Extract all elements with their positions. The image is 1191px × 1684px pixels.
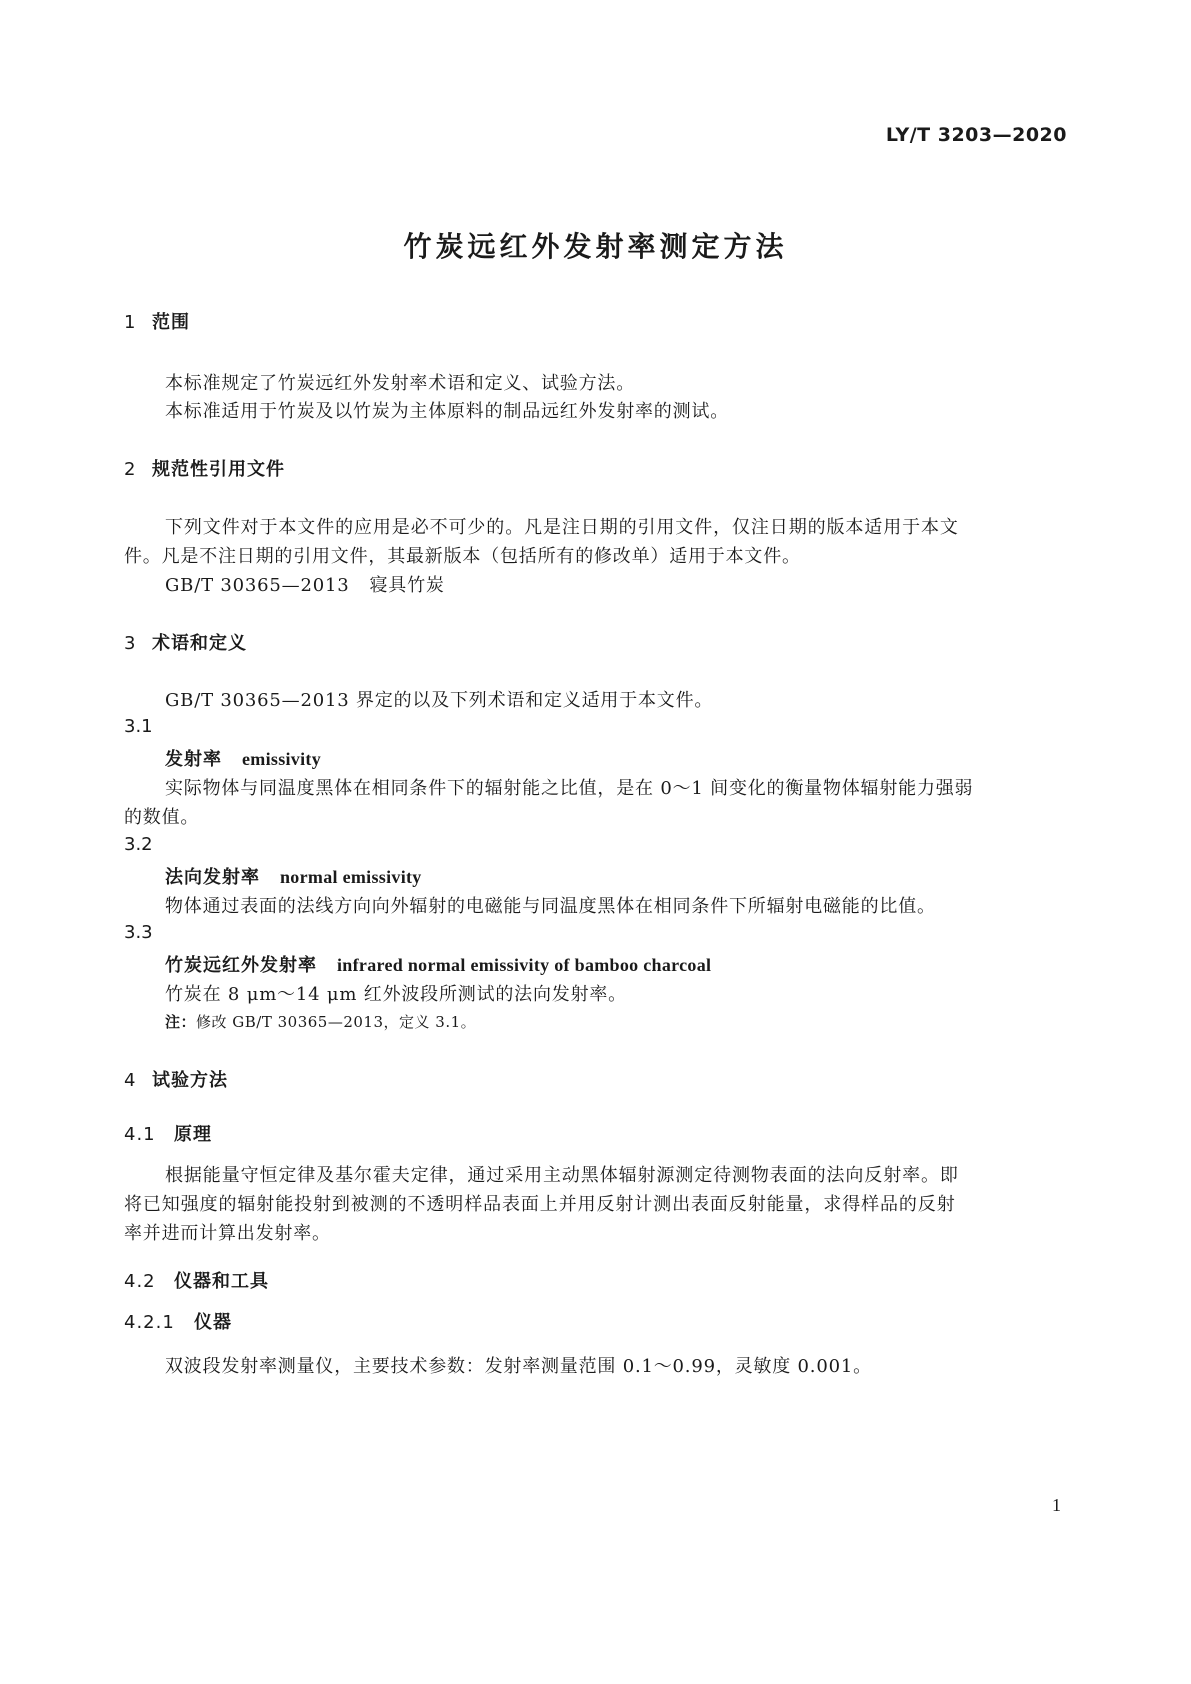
note-text: 修改 GB/T 30365—2013，定义 3.1。 xyxy=(196,1013,477,1031)
section-number: 1 xyxy=(124,312,137,333)
term-definition: 物体通过表面的法线方向向外辐射的电磁能与同温度黑体在相同条件下所辐射电磁能的比值。 xyxy=(165,896,936,917)
paragraph-line: 根据能量守恒定律及基尔霍夫定律，通过采用主动黑体辐射源测定待测物表面的法向反射率。即 xyxy=(165,1165,959,1186)
section-number: 3 xyxy=(124,633,137,654)
paragraph: GB/T 30365—2013 界定的以及下列术语和定义适用于本文件。 xyxy=(165,690,714,711)
subsection-number: 4.2 xyxy=(124,1271,156,1292)
section-number: 2 xyxy=(124,459,137,480)
subsection-4-1-heading xyxy=(124,1120,212,1146)
standard-code: LY/T 3203—2020 xyxy=(885,124,1067,146)
section-3-heading xyxy=(124,629,247,655)
term-english: infrared normal emissivity of bamboo charcoal xyxy=(337,955,712,975)
section-title: 范围 xyxy=(152,312,190,333)
term-number: 3.2 xyxy=(124,834,153,855)
section-title: 术语和定义 xyxy=(152,633,247,654)
term-number: 3.3 xyxy=(124,922,153,943)
term-number: 3.1 xyxy=(124,716,153,737)
page-number: 1 xyxy=(1052,1495,1061,1515)
note-label: 注： xyxy=(165,1013,197,1031)
section-title: 规范性引用文件 xyxy=(152,459,285,480)
paragraph: 本标准适用于竹炭及以竹炭为主体原料的制品远红外发射率的测试。 xyxy=(165,401,729,422)
normative-reference xyxy=(165,571,445,597)
reference-title: 寝具竹炭 xyxy=(369,575,445,596)
subsection-title: 仪器和工具 xyxy=(174,1271,269,1292)
document-title: 竹炭远红外发射率测定方法 xyxy=(403,230,788,263)
term-chinese: 法向发射率 xyxy=(165,867,260,888)
reference-code: GB/T 30365—2013 xyxy=(165,575,350,596)
subsection-4-2-1-heading xyxy=(124,1308,232,1334)
section-4-heading xyxy=(124,1066,228,1092)
term-chinese: 竹炭远红外发射率 xyxy=(165,955,317,976)
term-definition: 竹炭在 8 μm～14 μm 红外波段所测试的法向发射率。 xyxy=(165,984,627,1005)
term-chinese: 发射率 xyxy=(165,749,222,770)
subsection-title: 原理 xyxy=(174,1124,212,1145)
paragraph: 本标准规定了竹炭远红外发射率术语和定义、试验方法。 xyxy=(165,373,635,394)
term-english: normal emissivity xyxy=(280,867,422,887)
term-english: emissivity xyxy=(242,749,321,769)
subsection-title: 仪器 xyxy=(194,1312,232,1333)
section-number: 4 xyxy=(124,1070,137,1091)
term-definition: 的数值。 xyxy=(124,807,200,828)
paragraph-line: 将已知强度的辐射能投射到被测的不透明样品表面上并用反射计测出表面反射能量，求得样品的反射 xyxy=(124,1194,956,1215)
paragraph-line: 率并进而计算出发射率。 xyxy=(124,1223,331,1244)
section-2-heading xyxy=(124,455,285,481)
subsection-number: 4.2.1 xyxy=(124,1312,175,1333)
term-heading xyxy=(165,863,422,889)
term-note xyxy=(165,1011,476,1032)
paragraph-line: 件。凡是不注日期的引用文件，其最新版本（包括所有的修改单）适用于本文件。 xyxy=(124,546,801,567)
term-heading xyxy=(165,745,321,771)
paragraph: 双波段发射率测量仪，主要技术参数：发射率测量范围 0.1～0.99，灵敏度 0.001。 xyxy=(165,1356,872,1377)
paragraph-line: 下列文件对于本文件的应用是必不可少的。凡是注日期的引用文件，仅注日期的版本适用于本文 xyxy=(165,517,959,538)
subsection-4-2-heading xyxy=(124,1267,269,1293)
term-definition: 实际物体与同温度黑体在相同条件下的辐射能之比值，是在 0～1 间变化的衡量物体辐射能力强弱 xyxy=(165,778,974,799)
term-heading xyxy=(165,951,711,977)
subsection-number: 4.1 xyxy=(124,1124,156,1145)
section-1-heading xyxy=(124,308,190,334)
section-title: 试验方法 xyxy=(152,1070,228,1091)
